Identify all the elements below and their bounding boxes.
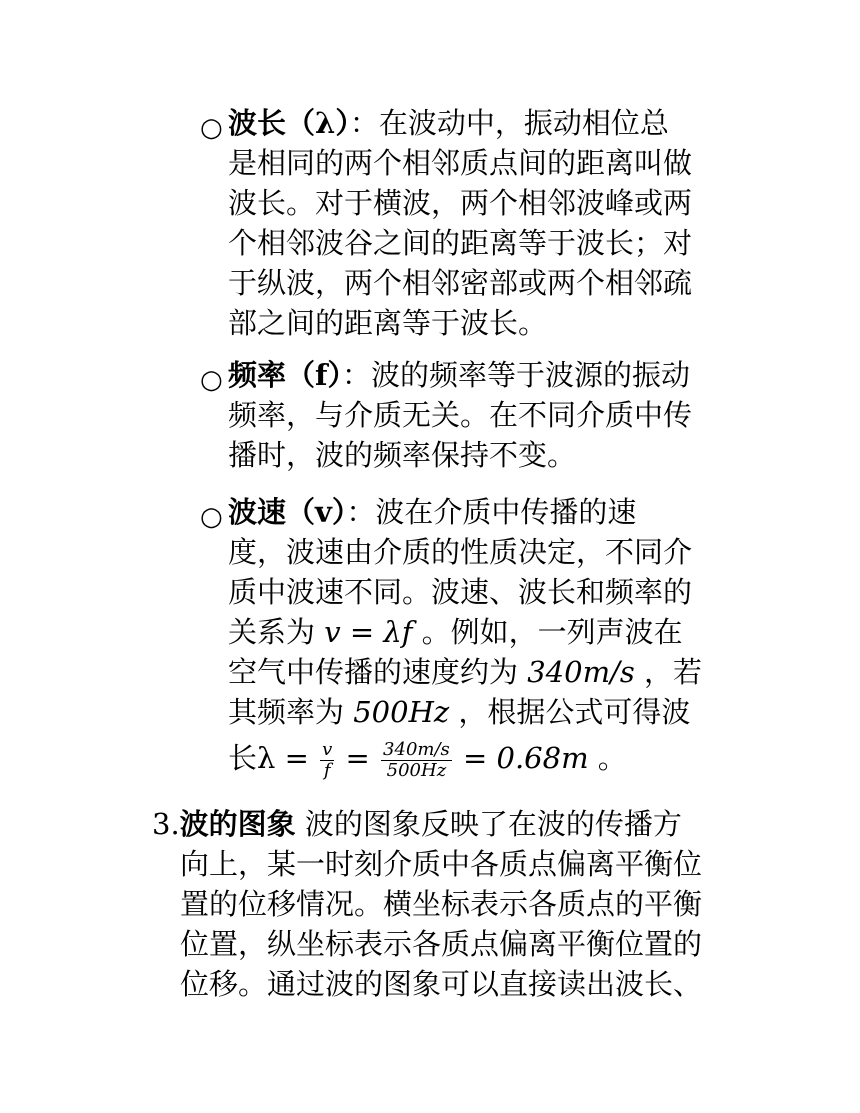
numerator: v	[322, 738, 333, 760]
text-line: 波的图象反映了在波的传播方	[295, 807, 682, 841]
text-line: 播时，波的频率保持不变。	[228, 438, 577, 472]
text: 其频率为	[228, 695, 345, 729]
text: 。例如，一列声波在	[412, 615, 683, 649]
colon: ：	[349, 106, 379, 140]
text-line	[228, 612, 748, 652]
text-line: 于纵波，两个相邻密部或两个相邻疏	[228, 266, 693, 300]
frequency-paragraph	[228, 355, 748, 475]
text-line: 波长。对于横波，两个相邻波峰或两	[228, 186, 693, 220]
section-3-body	[180, 844, 750, 1004]
text: 空气中传播的速度约为	[228, 655, 519, 689]
result: = 0.68m	[463, 741, 589, 775]
colon: ：	[346, 495, 376, 529]
text-line: 度，波速由介质的性质决定，不同介	[228, 535, 693, 569]
text-line: 波在介质中传播的速	[375, 495, 637, 529]
text-line: 位移。通过波的图象可以直接读出波长、	[180, 967, 703, 1001]
text-line: 是相同的两个相邻质点间的距离叫做	[228, 146, 693, 180]
bullet-circle: ○	[200, 502, 223, 532]
bullet-circle: ○	[200, 365, 223, 395]
text-line: 部之间的距离等于波长。	[228, 306, 548, 340]
text-line: 置的位移情况。横坐标表示各质点的平衡	[180, 887, 703, 921]
formula-v-lambda-f: v = λf	[324, 615, 413, 649]
text: 。	[588, 741, 627, 775]
text-line: 频率，与介质无关。在不同介质中传	[228, 398, 693, 432]
fraction-values	[381, 740, 452, 781]
term-wavelength: 波长（λ）	[228, 106, 350, 140]
text-line: 质中波速不同。波速、波长和频率的	[228, 575, 693, 609]
text-line	[228, 692, 748, 732]
text: ，根据公式可得波	[449, 695, 691, 729]
section-title: 波的图象	[179, 807, 296, 841]
denominator: 500Hz	[386, 759, 447, 781]
value-speed: 340m/s	[527, 655, 635, 689]
term-frequency: 频率（f）	[228, 358, 342, 392]
bullet-circle: ○	[200, 113, 223, 143]
text-line: 个相邻波谷之间的距离等于波长；对	[228, 226, 693, 260]
formula-line	[228, 738, 748, 781]
text-line	[228, 652, 748, 692]
text: 长λ =	[228, 741, 309, 775]
numerator: 340m/s	[383, 738, 450, 760]
section-3-heading-line	[152, 804, 752, 844]
term-speed: 波速（v）	[228, 495, 347, 529]
text-line: 向上，某一时刻介质中各质点偏离平衡位	[180, 847, 703, 881]
wavelength-paragraph	[228, 103, 748, 343]
text: ，若	[634, 655, 702, 689]
denominator: f	[323, 759, 331, 781]
equals: =	[345, 741, 370, 775]
text-line: 位置，纵坐标表示各质点偏离平衡位置的	[180, 927, 703, 961]
speed-paragraph	[228, 492, 748, 781]
text-line: 在波动中，振动相位总	[378, 106, 669, 140]
text: 关系为	[228, 615, 316, 649]
section-number: 3.	[152, 807, 180, 841]
colon: ：	[341, 358, 371, 392]
fraction-v-over-f	[320, 740, 334, 781]
value-frequency: 500Hz	[353, 695, 450, 729]
text-line: 波的频率等于波源的振动	[371, 358, 691, 392]
